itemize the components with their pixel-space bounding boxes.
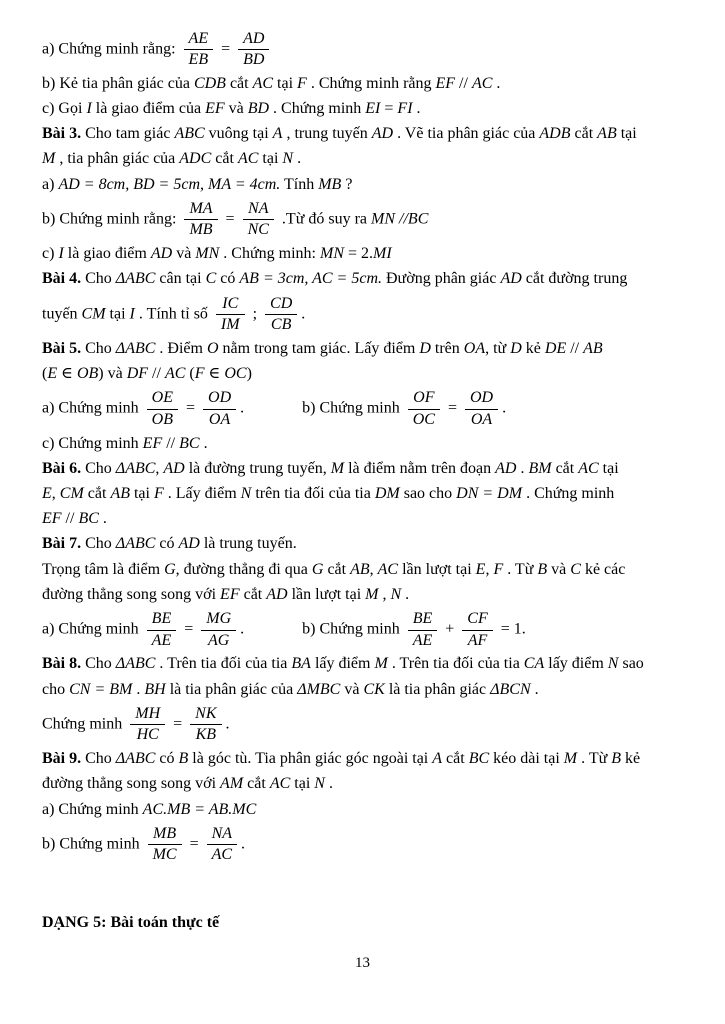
document-body <box>42 29 685 935</box>
fraction <box>216 295 245 335</box>
document-line: c) I là giao điểm AD và MN . Chứng minh: MN = 2.MI <box>42 245 392 263</box>
math-text: E <box>42 485 52 503</box>
document-line: EF // BC . <box>42 510 107 528</box>
math-text: ΔABC <box>115 750 156 768</box>
math-text: F <box>493 560 504 578</box>
fraction-numerator: NA <box>243 200 274 220</box>
math-text: ΔABC <box>115 655 156 673</box>
math-text: BC <box>468 750 490 768</box>
fraction-denominator: MC <box>152 846 177 864</box>
math-text: M <box>563 750 578 768</box>
math-text: ΔABC <box>115 339 156 357</box>
math-text: DM <box>374 485 400 503</box>
math-text: B <box>178 750 189 768</box>
bold-text: Bài 5. <box>42 339 82 357</box>
fraction <box>184 30 214 70</box>
document-line: c) Chứng minh EF // BC . <box>42 434 208 452</box>
math-text: MB <box>318 175 342 193</box>
math-text: MN <box>195 245 220 263</box>
fraction-numerator: OF <box>408 389 440 409</box>
fraction-denominator: OB <box>151 410 173 428</box>
fraction-denominator: OC <box>412 410 435 428</box>
math-text: AD = 8cm, BD = 5cm, MA = 4cm. <box>58 175 281 193</box>
document-line: Chứng minh $\frac{MH}{HC}$ = $\frac{NK}{KB}$ . <box>42 704 230 744</box>
math-text: D <box>510 339 522 357</box>
fraction-denominator: NC <box>247 221 269 239</box>
math-text: ΔABC <box>115 535 156 553</box>
math-text: FI <box>397 100 413 117</box>
math-text: N <box>282 150 294 168</box>
math-text: BH <box>144 680 166 698</box>
fraction-denominator: OA <box>470 410 493 428</box>
document-line: đường thẳng song song với AM cắt AC tại N . <box>42 775 333 793</box>
math-text: N <box>240 485 252 503</box>
math-text: I <box>58 245 64 263</box>
math-text: I <box>129 305 135 323</box>
math-text: AD <box>371 125 394 143</box>
fraction-denominator: AE <box>412 631 433 649</box>
math-text: EF <box>42 510 62 528</box>
math-text: AC <box>237 150 259 168</box>
math-text: AC <box>471 74 493 92</box>
fraction-numerator: BE <box>147 610 177 630</box>
math-text: CA <box>523 655 545 673</box>
fraction-numerator: NK <box>190 705 221 725</box>
math-text: ΔABC <box>115 270 156 288</box>
math-text: C <box>570 560 581 578</box>
fraction-denominator: AC <box>211 846 233 864</box>
document-line: (E ∈ OB) và DF // AC (F ∈ OC) <box>42 365 252 383</box>
math-text: AD <box>163 459 185 477</box>
math-text: AC <box>252 74 274 92</box>
fraction-numerator: MA <box>184 200 217 220</box>
math-text: F ∈ OC <box>194 365 247 383</box>
document-line: Bài 8. Cho ΔABC . Trên tia đối của tia BA lấy điểm M . Trên tia đối của tia CA lấy điểm N sao <box>42 655 644 673</box>
math-text: M <box>365 585 379 603</box>
document-line: Bài 3. Cho tam giác ABC vuông tại A , trung tuyến AD . Vẽ tia phân giác của ADB cắt AB tại <box>42 125 637 143</box>
math-text: AD <box>495 459 517 477</box>
math-text: EF <box>220 585 240 603</box>
document-line: Bài 5. Cho ΔABC . Điểm O nằm trong tam giác. Lấy điểm D trên OA, từ D kẻ DE // AB <box>42 339 603 357</box>
math-text: E ∈ OB <box>47 365 99 383</box>
bold-text: Bài 7. <box>42 535 82 553</box>
math-text: DF <box>126 365 149 383</box>
fraction <box>207 825 237 865</box>
fraction <box>203 389 236 429</box>
document-line: a) Chứng minh $\frac{OE}{OB}$ = $\frac{OD}{OA}$ . b) Chứng minh $\frac{OF}{OC}$ = $\frac{OD}{OA}$ . <box>42 389 507 428</box>
fraction <box>147 610 177 650</box>
math-text: AB <box>583 339 603 357</box>
fraction-numerator: OD <box>203 389 236 409</box>
document-line: Bài 6. Cho ΔABC, AD là đường trung tuyến, M là điểm nằm trên đoạn AD . BM cắt AC tại <box>42 459 619 477</box>
fraction-numerator: OE <box>147 389 178 409</box>
math-text: CDB <box>193 74 226 92</box>
fraction-denominator: OA <box>208 410 231 428</box>
math-text: ΔBCN <box>490 680 531 698</box>
fraction-denominator: AE <box>151 631 172 649</box>
fraction <box>184 200 217 240</box>
math-text: MN //BC <box>371 210 429 228</box>
math-text: G <box>311 560 324 578</box>
math-text: MN <box>319 245 344 263</box>
bold-text: Bài 9. <box>42 750 82 768</box>
math-text: AD <box>500 270 522 288</box>
fraction <box>408 389 440 429</box>
math-text: AC <box>377 560 399 578</box>
math-text: EF <box>435 74 456 92</box>
document-line: Bài 9. Cho ΔABC có B là góc tù. Tia phân giác góc ngoài tại A cắt BC kéo dài tại M . Từ B kẻ <box>42 750 641 768</box>
fraction-denominator: AG <box>208 631 230 649</box>
math-text: N <box>390 585 402 603</box>
fraction-denominator: EB <box>188 50 209 68</box>
fraction <box>148 825 182 865</box>
math-text: CN = BM <box>69 680 133 698</box>
fraction <box>462 610 492 650</box>
math-text: BD <box>247 100 270 117</box>
math-text: ΔMBC <box>297 680 341 698</box>
fraction <box>130 705 165 745</box>
math-text: AC <box>578 459 599 477</box>
math-text: F <box>297 74 307 92</box>
bold-text: DẠNG 5: Bài toán thực tế <box>42 913 220 931</box>
math-text: AC.MB = AB.MC <box>142 800 257 818</box>
math-text: ΔABC <box>115 459 156 477</box>
fraction-denominator: CB <box>270 315 292 333</box>
fraction <box>201 610 236 650</box>
math-text: BC <box>179 434 200 452</box>
fraction-numerator: MH <box>130 705 165 725</box>
math-text: EF <box>205 100 225 117</box>
fraction-numerator: MB <box>148 825 182 845</box>
math-text: BC <box>78 510 99 528</box>
math-text: N <box>607 655 619 673</box>
fraction-numerator: OD <box>465 389 498 409</box>
math-text: MI <box>373 245 392 263</box>
document-line: a) AD = 8cm, BD = 5cm, MA = 4cm. Tính MB ? <box>42 175 353 193</box>
math-text: G <box>164 560 176 578</box>
fraction <box>243 200 274 240</box>
page-number: 13 <box>355 955 370 971</box>
fraction-denominator: AF <box>467 631 488 649</box>
fraction-denominator: BD <box>243 50 265 68</box>
math-text: AD <box>266 585 288 603</box>
math-text: CM <box>81 305 106 323</box>
math-text: M <box>374 655 388 673</box>
document-line: b) Chứng minh $\frac{MB}{MC}$ = $\frac{NA}{AC}$ . <box>42 824 246 864</box>
math-text: N <box>314 775 325 793</box>
fraction <box>265 295 297 335</box>
math-text: OA <box>463 339 486 357</box>
math-text: EF <box>142 434 163 452</box>
math-text: ADC <box>179 150 212 168</box>
math-text: AB <box>350 560 370 578</box>
fraction-numerator: NA <box>207 825 237 845</box>
fraction-numerator: CF <box>462 610 492 630</box>
math-text: F <box>153 485 164 503</box>
math-text: A <box>432 750 443 768</box>
bold-text: Bài 3. <box>42 125 82 143</box>
document-line <box>42 912 685 935</box>
math-text: AC <box>164 365 186 383</box>
document-line: cho CN = BM . BH là tia phân giác của ΔMBC và CK là tia phân giác ΔBCN . <box>42 680 539 698</box>
math-text: CM <box>59 485 84 503</box>
math-text: BM <box>528 459 552 477</box>
bold-text: Bài 8. <box>42 655 82 673</box>
fraction <box>238 30 269 70</box>
math-text: AM <box>220 775 244 793</box>
fraction-denominator: HC <box>136 726 159 744</box>
fraction-denominator: MB <box>189 221 213 239</box>
document-line: E, CM cắt AB tại F . Lấy điểm N trên tia đối của tia DM sao cho DN = DM . Chứng minh <box>42 485 615 503</box>
math-text: ADB <box>539 125 571 143</box>
math-text: AB = 3cm, AC = 5cm. <box>239 270 382 288</box>
math-text: D <box>419 339 431 357</box>
math-text: EI <box>365 100 381 117</box>
fraction-numerator: BE <box>408 610 438 630</box>
document-line: M , tia phân giác của ADC cắt AC tại N . <box>42 150 302 168</box>
fraction-numerator: AE <box>184 30 214 50</box>
fraction <box>190 705 221 745</box>
math-text: AB <box>110 485 130 503</box>
math-text: E <box>475 560 486 578</box>
document-line: a) Chứng minh AC.MB = AB.MC <box>42 800 257 818</box>
document-line: b) Chứng minh rằng: $\frac{MA}{MB}$ = $\frac{NA}{NC}$ .Từ đó suy ra MN //BC <box>42 199 429 239</box>
fraction-numerator: CD <box>265 295 297 315</box>
document-line: a) Chứng minh rằng: $\frac{AE}{EB}$ = $\frac{AD}{BD}$ <box>42 29 685 71</box>
fraction <box>147 389 178 429</box>
bold-text: Bài 4. <box>42 270 82 288</box>
fraction-numerator: IC <box>216 295 245 315</box>
document-line: đường thẳng song song với EF cắt AD lần lượt tại M , N . <box>42 585 410 603</box>
fraction-numerator: MG <box>201 610 236 630</box>
math-text: A <box>272 125 283 143</box>
math-text: CK <box>363 680 385 698</box>
fraction-numerator: AD <box>238 30 269 50</box>
math-text: AD <box>178 535 200 553</box>
math-text: M <box>330 459 345 477</box>
math-text: DE <box>544 339 567 357</box>
fraction <box>465 389 498 429</box>
math-text: AC <box>269 775 291 793</box>
document-line: tuyến CM tại I . Tính tỉ số $\frac{IC}{IM}$ ; $\frac{CD}{CB}$ . <box>42 294 306 333</box>
math-text: AD <box>150 245 173 263</box>
math-text: AB <box>597 125 617 143</box>
document-line: Bài 4. Cho ΔABC cân tại C có AB = 3cm, AC = 5cm. Đường phân giác AD cắt đường trung <box>42 270 628 288</box>
math-text: DN = DM <box>456 485 523 503</box>
fraction-denominator: IM <box>220 315 240 333</box>
math-text: I <box>86 100 92 117</box>
math-text: O <box>206 339 219 357</box>
math-text: B <box>611 750 622 768</box>
fraction <box>408 610 438 650</box>
bold-text: Bài 6. <box>42 459 82 477</box>
document-line: b) Kẻ tia phân giác của CDB cắt AC tại F . Chứng minh rằng EF // AC . <box>42 74 501 92</box>
math-text: M <box>42 150 56 168</box>
document-line: c) Gọi I là giao điểm của EF và BD . Chứng minh EI = FI . <box>42 100 421 117</box>
document-line: Bài 7. Cho ΔABC có AD là trung tuyến. <box>42 535 297 553</box>
math-text: B <box>537 560 548 578</box>
document-line: a) Chứng minh $\frac{BE}{AE}$ = $\frac{MG}{AG}$ . b) Chứng minh $\frac{BE}{AE}$ + $\frac{CF}{AF}$ = 1. <box>42 610 526 649</box>
document-line: Trọng tâm là điểm G, đường thẳng đi qua G cắt AB, AC lần lượt tại E, F . Từ B và C kẻ các <box>42 560 626 578</box>
math-text: C <box>205 270 217 288</box>
fraction-denominator: KB <box>195 726 217 744</box>
math-text: ABC <box>174 125 205 143</box>
math-text: BA <box>291 655 311 673</box>
